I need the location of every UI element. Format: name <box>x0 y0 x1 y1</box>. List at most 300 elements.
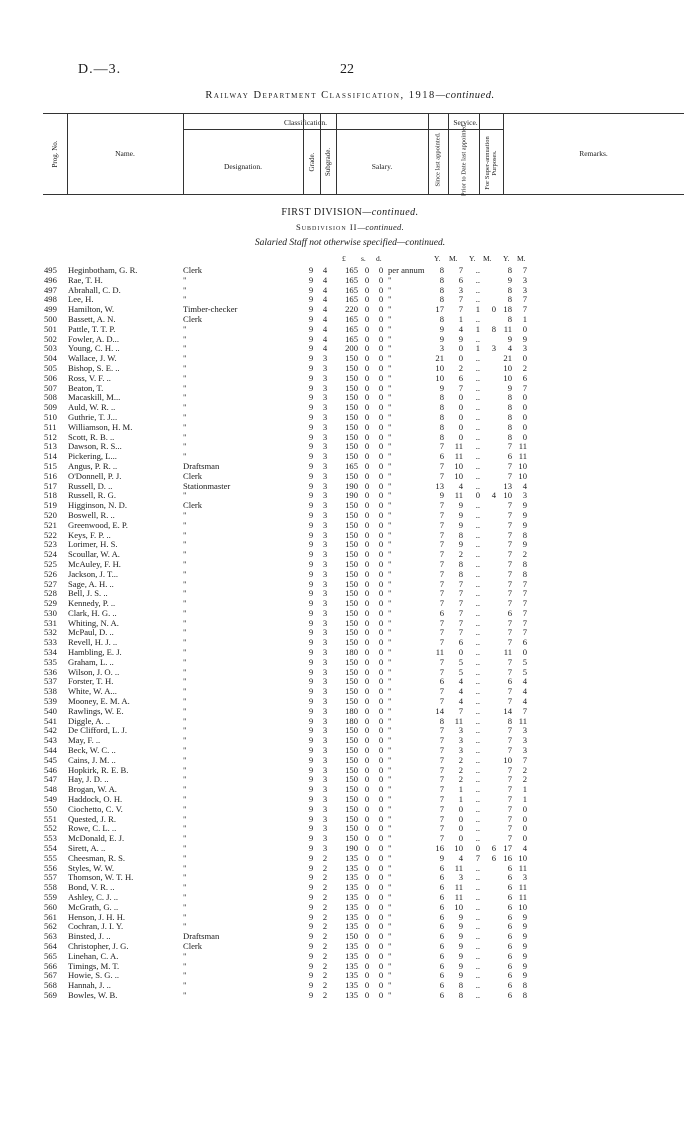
super-months: 3 <box>522 490 527 501</box>
since-years: 9 <box>439 333 444 344</box>
salary-pence: 0 <box>378 813 384 824</box>
subgrade: 4 <box>322 274 328 285</box>
salary-pence: 0 <box>378 794 384 805</box>
salary-pence: 0 <box>378 362 384 373</box>
employee-name: Jackson, J. T... <box>68 569 119 579</box>
since-years: 6 <box>439 960 444 971</box>
grade: 9 <box>308 852 314 863</box>
super-months: 9 <box>522 940 527 951</box>
subgrade: 3 <box>322 745 328 756</box>
super-years: 8 <box>507 411 512 422</box>
super-years: 11 <box>503 323 512 334</box>
designation: " <box>183 667 187 677</box>
super-years: 7 <box>507 725 512 736</box>
since-months: 2 <box>458 549 463 560</box>
employee-name: Beaton, T. <box>68 383 104 393</box>
since-years: 7 <box>439 813 444 824</box>
prior-years: .. <box>475 980 480 991</box>
salary-pounds: 150 <box>345 509 358 520</box>
prior-years: 1 <box>475 343 480 354</box>
since-months: 0 <box>458 833 463 844</box>
salary-period: " <box>388 480 392 491</box>
since-years: 8 <box>439 392 444 403</box>
grade: 9 <box>308 882 314 893</box>
subgrade: 2 <box>322 960 328 971</box>
since-years: 7 <box>439 833 444 844</box>
salary-pence: 0 <box>378 460 384 471</box>
super-months: 8 <box>522 558 527 569</box>
since-months: 6 <box>458 637 463 648</box>
super-years: 17 <box>503 843 512 854</box>
employee-name: Sirett, A. .. <box>68 844 106 854</box>
since-years: 6 <box>439 872 444 883</box>
since-months: 8 <box>458 558 463 569</box>
since-months: 10 <box>454 843 463 854</box>
super-years: 10 <box>503 490 512 501</box>
super-years: 7 <box>507 519 512 530</box>
super-years: 7 <box>507 500 512 511</box>
subgrade: 2 <box>322 862 328 873</box>
employee-name: Angus, P. R. .. <box>68 461 118 471</box>
salary-shillings: 0 <box>364 794 370 805</box>
since-months: 5 <box>458 656 463 667</box>
salary-pounds: 135 <box>345 940 358 951</box>
salary-pounds: 150 <box>345 764 358 775</box>
salary-shillings: 0 <box>364 911 370 922</box>
super-months: 9 <box>522 970 527 981</box>
super-years: 16 <box>503 852 512 863</box>
super-months: 9 <box>522 950 527 961</box>
salary-pounds: 150 <box>345 754 358 765</box>
division-continued: —continued. <box>362 207 419 218</box>
designation: " <box>183 579 187 589</box>
subgrade: 3 <box>322 803 328 814</box>
super-years: 7 <box>507 774 512 785</box>
employee-name: McPaul, D. .. <box>68 628 114 638</box>
employee-name: Ashley, C. J. .. <box>68 893 119 902</box>
prior-years: .. <box>475 627 480 638</box>
salary-period: " <box>388 656 392 667</box>
subgrade: 2 <box>322 852 328 863</box>
row-number: 544 <box>44 745 57 756</box>
employee-name: Christopher, J. G. <box>68 941 129 951</box>
salary-pence: 0 <box>378 931 384 942</box>
super-months: 2 <box>522 764 527 775</box>
subgrade: 3 <box>322 705 328 716</box>
subgrade: 3 <box>322 725 328 736</box>
super-years: 7 <box>507 764 512 775</box>
super-months: 8 <box>522 568 527 579</box>
since-months: 0 <box>458 421 463 432</box>
since-months: 7 <box>458 265 463 275</box>
subgrade: 3 <box>322 813 328 824</box>
since-years: 6 <box>439 451 444 462</box>
designation: " <box>183 981 187 991</box>
prior-years: .. <box>475 696 480 707</box>
salary-pounds: 150 <box>345 676 358 687</box>
designation: " <box>183 755 187 765</box>
salary-period: " <box>388 735 392 746</box>
row-number: 495 <box>44 265 57 275</box>
employee-name: Whiting, N. A. <box>68 618 119 628</box>
since-years: 7 <box>439 627 444 638</box>
super-months: 3 <box>522 343 527 354</box>
prior-years: .. <box>475 500 480 511</box>
row-number: 511 <box>44 421 57 432</box>
salary-shillings: 0 <box>364 617 370 628</box>
salary-pence: 0 <box>378 989 384 1000</box>
grade: 9 <box>308 656 314 667</box>
since-years: 7 <box>439 774 444 785</box>
since-years: 10 <box>435 372 444 383</box>
row-number: 497 <box>44 284 57 295</box>
salary-pence: 0 <box>378 392 384 403</box>
designation: " <box>183 530 187 540</box>
row-number: 510 <box>44 411 57 422</box>
since-years: 8 <box>439 715 444 726</box>
salary-pounds: 135 <box>345 892 358 902</box>
salary-shillings: 0 <box>364 421 370 432</box>
super-years: 9 <box>507 333 512 344</box>
salary-period: " <box>388 313 392 324</box>
since-years: 8 <box>439 284 444 295</box>
unit-months-3: M. <box>517 254 526 263</box>
title-text: Railway Department Classification, 1918 <box>205 90 436 101</box>
salary-pounds: 150 <box>345 627 358 638</box>
subgrade: 3 <box>322 598 328 609</box>
unit-years-2: Y. <box>469 254 476 263</box>
salary-shillings: 0 <box>364 362 370 373</box>
since-years: 6 <box>439 862 444 873</box>
salary-shillings: 0 <box>364 529 370 540</box>
since-years: 7 <box>439 460 444 471</box>
since-years: 10 <box>435 362 444 373</box>
grade: 9 <box>308 803 314 814</box>
unit-pound: £ <box>342 254 346 263</box>
salary-period: " <box>388 627 392 638</box>
grade: 9 <box>308 578 314 589</box>
super-years: 6 <box>507 960 512 971</box>
salary-pounds: 150 <box>345 578 358 589</box>
since-months: 0 <box>458 353 463 364</box>
salary-shillings: 0 <box>364 960 370 971</box>
page-title <box>0 90 700 101</box>
since-years: 7 <box>439 725 444 736</box>
since-months: 2 <box>458 754 463 765</box>
since-months: 11 <box>454 451 463 462</box>
super-years: 8 <box>507 392 512 403</box>
employee-name: Bishop, S. E. .. <box>68 363 120 373</box>
employee-name: Russell, D. .. <box>68 481 113 491</box>
subgrade: 3 <box>322 421 328 432</box>
since-months: 0 <box>458 411 463 422</box>
grade: 9 <box>308 343 314 354</box>
grade: 9 <box>308 402 314 413</box>
grade: 9 <box>308 735 314 746</box>
super-years: 7 <box>507 598 512 609</box>
salary-pence: 0 <box>378 539 384 550</box>
salary-pence: 0 <box>378 666 384 677</box>
since-years: 7 <box>439 509 444 520</box>
row-number: 547 <box>44 774 57 785</box>
employee-name: Keys, F. P. .. <box>68 530 111 540</box>
salary-shillings: 0 <box>364 647 370 658</box>
row-number: 515 <box>44 460 57 471</box>
prior-years: .. <box>475 431 480 442</box>
super-months: 2 <box>522 549 527 560</box>
designation: " <box>183 824 187 834</box>
since-months: 3 <box>458 284 463 295</box>
salary-pounds: 165 <box>345 284 358 295</box>
super-years: 4 <box>507 343 512 354</box>
row-number: 496 <box>44 274 57 285</box>
super-months: 11 <box>518 862 527 873</box>
salary-pence: 0 <box>378 725 384 736</box>
row-number: 553 <box>44 833 57 844</box>
grade: 9 <box>308 431 314 442</box>
subgrade: 2 <box>322 931 328 942</box>
staff-text: Salaried Staff not otherwise specified <box>254 238 397 248</box>
since-years: 7 <box>439 598 444 609</box>
row-number: 521 <box>44 519 57 530</box>
row-number: 548 <box>44 784 57 795</box>
super-years: 6 <box>507 676 512 687</box>
salary-period: " <box>388 304 392 315</box>
employee-name: Greenwood, E. P. <box>68 520 128 530</box>
employee-name: Binsted, J. .. <box>68 932 111 942</box>
salary-pence: 0 <box>378 382 384 393</box>
salary-pounds: 150 <box>345 784 358 795</box>
salary-shillings: 0 <box>364 500 370 511</box>
salary-period: " <box>388 980 392 991</box>
salary-period: " <box>388 284 392 295</box>
salary-shillings: 0 <box>364 901 370 912</box>
row-number: 567 <box>44 970 57 981</box>
salary-period: " <box>388 901 392 912</box>
since-months: 7 <box>458 578 463 589</box>
row-number: 566 <box>44 960 57 971</box>
grade: 9 <box>308 313 314 324</box>
super-years: 7 <box>507 441 512 452</box>
salary-shillings: 0 <box>364 509 370 520</box>
row-number: 546 <box>44 764 57 775</box>
subgrade: 2 <box>322 921 328 932</box>
salary-period: " <box>388 725 392 736</box>
salary-pounds: 150 <box>345 656 358 667</box>
designation: Draftsman <box>183 932 220 942</box>
salary-pence: 0 <box>378 313 384 324</box>
super-years: 6 <box>507 451 512 462</box>
salary-period: " <box>388 940 392 951</box>
salary-pounds: 150 <box>345 441 358 452</box>
grade: 9 <box>308 764 314 775</box>
prior-years: .. <box>475 549 480 560</box>
salary-pounds: 150 <box>345 735 358 746</box>
salary-pence: 0 <box>378 274 384 285</box>
employee-name: Williamson, H. M. <box>68 422 133 432</box>
salary-pounds: 150 <box>345 696 358 707</box>
employee-name: May, F. .. <box>68 736 101 746</box>
since-years: 6 <box>439 882 444 893</box>
grade: 9 <box>308 813 314 824</box>
grade: 9 <box>308 960 314 971</box>
row-number: 569 <box>44 989 57 1000</box>
super-years: 21 <box>503 353 512 364</box>
employee-name: Linehan, C. A. <box>68 951 119 961</box>
employee-name: Styles, W. W. <box>68 863 115 873</box>
row-number: 562 <box>44 921 57 932</box>
since-months: 9 <box>458 500 463 511</box>
designation: Draftsman <box>183 461 220 471</box>
row-number: 498 <box>44 294 57 305</box>
salary-period: " <box>388 843 392 854</box>
super-years: 7 <box>507 686 512 697</box>
subgrade: 2 <box>322 872 328 883</box>
subgrade: 3 <box>322 382 328 393</box>
salary-period: " <box>388 960 392 971</box>
salary-pence: 0 <box>378 705 384 716</box>
designation: " <box>183 912 187 922</box>
super-months: 0 <box>522 402 527 413</box>
super-years: 7 <box>507 637 512 648</box>
salary-pence: 0 <box>378 519 384 530</box>
row-number: 501 <box>44 323 57 334</box>
designation: Clerk <box>183 471 203 481</box>
row-number: 516 <box>44 470 57 481</box>
employee-name: O'Donnell, P. J. <box>68 471 122 481</box>
salary-pounds: 150 <box>345 931 358 942</box>
super-months: 7 <box>522 382 527 393</box>
prior-years: .. <box>475 656 480 667</box>
row-number: 519 <box>44 500 57 511</box>
prior-years: .. <box>475 666 480 677</box>
salary-pence: 0 <box>378 784 384 795</box>
salary-pounds: 150 <box>345 745 358 756</box>
super-years: 6 <box>507 862 512 873</box>
super-months: 11 <box>518 882 527 893</box>
grade: 9 <box>308 372 314 383</box>
grade: 9 <box>308 294 314 305</box>
employee-name: Rae, T. H. <box>68 275 103 285</box>
since-years: 7 <box>439 539 444 550</box>
since-months: 2 <box>458 362 463 373</box>
super-years: 6 <box>507 911 512 922</box>
salary-shillings: 0 <box>364 598 370 609</box>
subgrade: 2 <box>322 950 328 961</box>
super-years: 7 <box>507 529 512 540</box>
grade: 9 <box>308 980 314 991</box>
designation: " <box>183 834 187 844</box>
since-years: 9 <box>439 323 444 334</box>
designation: " <box>183 442 187 452</box>
employee-name: Diggle, A. .. <box>68 716 111 726</box>
prior-years: .. <box>475 921 480 932</box>
since-years: 7 <box>439 696 444 707</box>
salary-shillings: 0 <box>364 480 370 491</box>
salary-pounds: 220 <box>345 304 358 315</box>
salary-pounds: 165 <box>345 274 358 285</box>
designation: " <box>183 775 187 785</box>
subgrade: 3 <box>322 676 328 687</box>
employee-name: Wallace, J. W. <box>68 354 117 364</box>
employee-name: Pattle, T. T. P. <box>68 324 116 334</box>
prior-years: .. <box>475 823 480 834</box>
super-months: 9 <box>522 500 527 511</box>
prior-years: .. <box>475 558 480 569</box>
super-months: 6 <box>522 637 527 648</box>
row-number: 517 <box>44 480 57 491</box>
employee-name: Beck, W. C. .. <box>68 746 116 756</box>
row-number: 518 <box>44 490 57 501</box>
salary-pence: 0 <box>378 578 384 589</box>
salary-pence: 0 <box>378 764 384 775</box>
row-number: 554 <box>44 843 57 854</box>
salary-period: " <box>388 274 392 285</box>
designation: " <box>183 491 187 501</box>
salary-shillings: 0 <box>364 774 370 785</box>
super-months: 7 <box>522 588 527 599</box>
employee-name: Bassett, A. N. <box>68 314 116 324</box>
salary-period: " <box>388 382 392 393</box>
designation: " <box>183 697 187 707</box>
employee-name: White, W. A... <box>68 687 117 697</box>
since-months: 2 <box>458 774 463 785</box>
salary-shillings: 0 <box>364 725 370 736</box>
super-years: 6 <box>507 989 512 1000</box>
super-years: 8 <box>507 431 512 442</box>
super-months: 9 <box>522 960 527 971</box>
since-months: 8 <box>458 989 463 1000</box>
salary-period: " <box>388 892 392 902</box>
super-years: 6 <box>507 892 512 902</box>
grade: 9 <box>308 411 314 422</box>
since-months: 10 <box>454 470 463 481</box>
grade: 9 <box>308 989 314 1000</box>
designation: " <box>183 324 187 334</box>
salary-shillings: 0 <box>364 666 370 677</box>
row-number: 527 <box>44 578 57 589</box>
super-years: 6 <box>507 901 512 912</box>
super-years: 7 <box>507 656 512 667</box>
grade: 9 <box>308 892 314 902</box>
prior-years: 1 <box>475 323 480 334</box>
since-years: 7 <box>439 803 444 814</box>
subgrade: 3 <box>322 735 328 746</box>
subgrade: 3 <box>322 431 328 442</box>
salary-shillings: 0 <box>364 304 370 315</box>
salary-pounds: 165 <box>345 313 358 324</box>
employee-name: Bell, J. S. .. <box>68 589 108 599</box>
since-years: 17 <box>435 304 444 315</box>
prior-years: .. <box>475 568 480 579</box>
since-months: 0 <box>458 823 463 834</box>
row-number: 557 <box>44 872 57 883</box>
designation: Stationmaster <box>183 481 231 491</box>
since-months: 7 <box>458 598 463 609</box>
since-months: 4 <box>458 676 463 687</box>
unit-years-1: Y. <box>434 254 441 263</box>
salary-period: " <box>388 852 392 863</box>
salary-pounds: 135 <box>345 882 358 893</box>
designation: Clerk <box>183 501 203 511</box>
designation: Clerk <box>183 314 203 324</box>
since-years: 6 <box>439 931 444 942</box>
salary-pounds: 135 <box>345 970 358 981</box>
designation: " <box>183 863 187 873</box>
salary-shillings: 0 <box>364 989 370 1000</box>
row-number: 549 <box>44 794 57 805</box>
salary-shillings: 0 <box>364 382 370 393</box>
